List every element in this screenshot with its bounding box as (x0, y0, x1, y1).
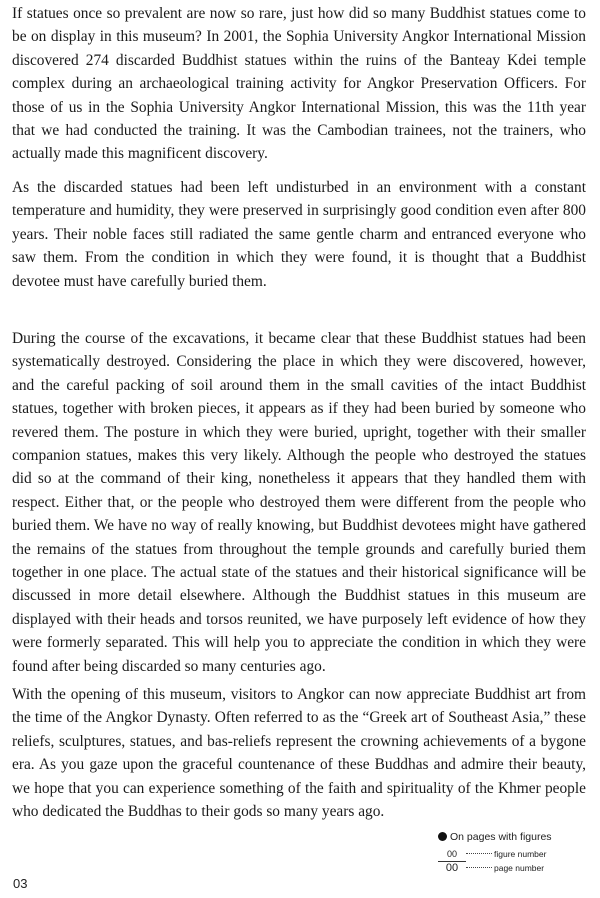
legend-title (438, 830, 588, 844)
paragraph-museum-opening: With the opening of this museum, visitors to Angkor can now appreciate Buddhist art from the time of the Angkor Dynasty. Often referred to as the “Greek art of Southeast Asia,” these reliefs, sculptures, statues, and bas-reliefs represent the crowning achievements of a bygone era. As you gaze upon the graceful countenance of these Buddhas and admire their beauty, we hope that you can experience something of the faith and spirituality of the Khmer people who dedicated the Buddhas to their gods so many years ago. (12, 686, 586, 821)
legend-page-sample: 00 (445, 862, 459, 874)
legend-page-label: page number (494, 863, 545, 873)
bullet-dot-icon (438, 832, 447, 841)
paragraph-discovery: If statues once so prevalent are now so rare, just how did so many Buddhist statues come to be on display in this museum? In 2001, the Sophia University Angkor International Mission discovered 274 discarded Buddhist statues within the ruins of the Banteay Kdei temple complex during an archaeological training activity for Angkor Preservation Officers. For those of us in the Sophia University Angkor International Mission, this was the 11th year that we had conducted the training. It was the Cambodian trainees, not the trainers, who actually made this magnificent discovery. (12, 5, 586, 163)
paragraph-preservation: As the discarded statues had been left undisturbed in an environment with a constant temperature and humidity, they were preserved in surprisingly good condition even after 800 years. Their noble faces still radiated the same gentle charm and entranced everyone who saw them. From the condition in which they were found, it is thought that a Buddhist devotee must have carefully buried them. (12, 179, 586, 290)
figure-legend (438, 830, 588, 876)
legend-figure-sample: 00 (446, 849, 457, 859)
paragraph-excavations: During the course of the excavations, it became clear that these Buddhist statues had been systematically destroyed. Considering the place in which they were discovered, however, and the careful packing of soil around them in the small cavities of the intact Buddhist statues, together with broken pieces, it appears as if they had been buried by someone who revered them. The posture in which they were buried, upright, together with their smaller companion statues, makes this very likely. Although the people who destroyed the statues did so at the command of their king, nonetheless it appears that they handled them with respect. Either that, or the people who destroyed them were different from the people who buried them. We have no way of really knowing, but Buddhist devotees might have gathered the remains of the statues from throughout the temple grounds and carefully buried them together in one place. The actual state of the statues and their historical significance will be discussed in more detail elsewhere. Although the Buddhist statues in this museum are displayed with their heads and torsos reunited, we have purposely left evidence of how they were formerly separated. This will help you to appreciate the condition in which they were found after being discarded so many centuries ago. (12, 330, 586, 675)
leader-line (466, 853, 492, 854)
legend-title-text: On pages with figures (450, 831, 552, 843)
legend-figure-label: figure number (494, 849, 547, 859)
legend-figure-row (438, 849, 588, 861)
leader-line (466, 867, 492, 868)
page-number: 03 (13, 876, 28, 891)
legend-page-row (438, 862, 588, 876)
